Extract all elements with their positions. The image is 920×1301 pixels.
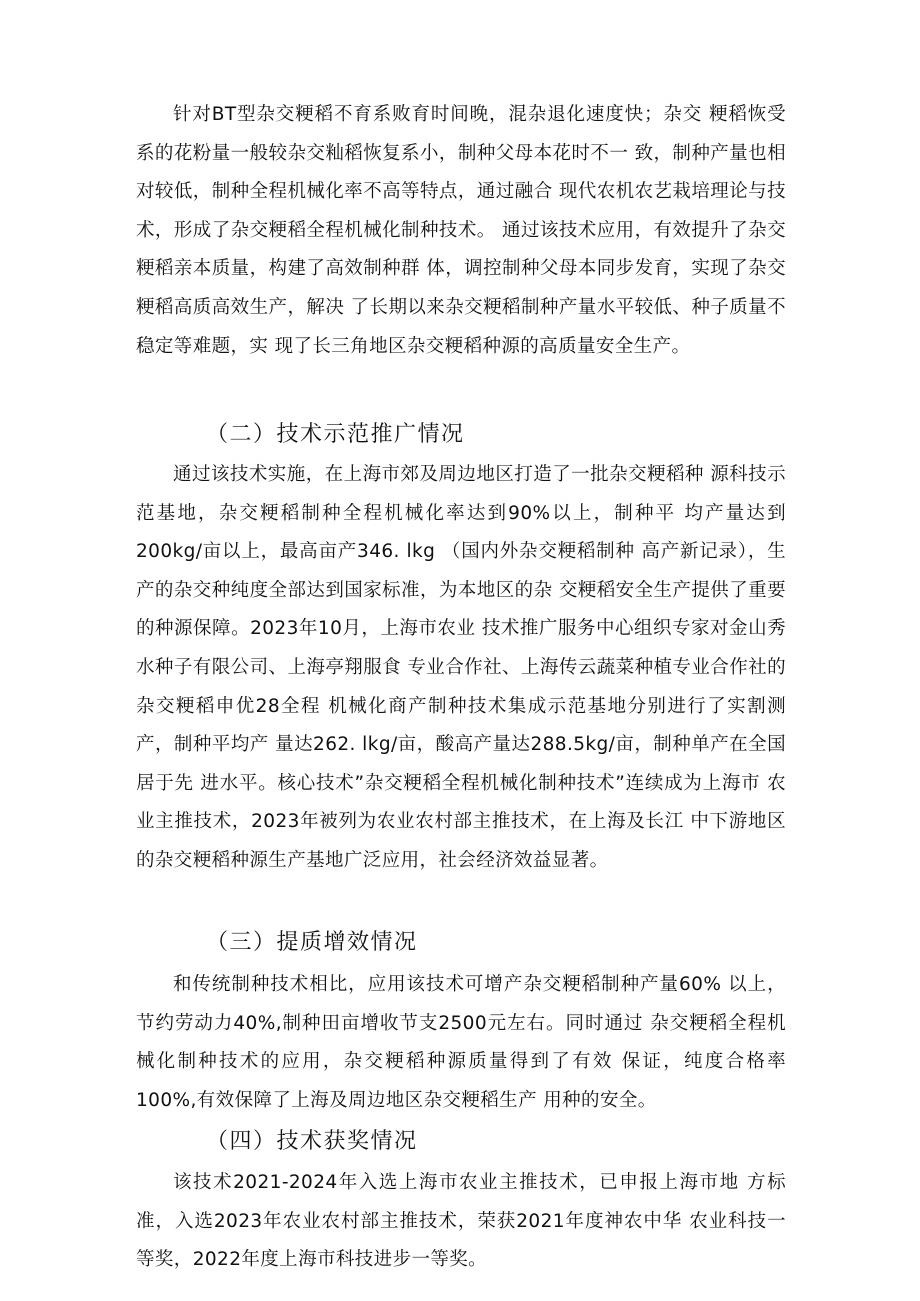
paragraph-technology-overview: 针对BT型杂交粳稻不育系败育时间晚，混杂退化速度快；杂交 粳稻恢受系的花粉量一般较杂交籼稻恢复系小，制种父母本花时不一 致，制种产量也相对较低，制种全程机械化率不高等特点，通过融合 现代农机农艺栽培理论与技术，形成了杂交粳稻全程机械化制种技术。 通过该技术应用，有效提升了杂交粳稻亲本质量，构建了高效制种群 体，调控制种父母本同步发育，实现了杂交粳稻高质高效生产，解决 了长期以来杂交粳稻制种产量水平较低、种子质量不稳定等难题，实 现了长三角地区杂交粳稻种源的高质量安全生产。 bbox=[136, 104, 786, 357]
paragraph-demonstration-promotion: 通过该技术实施，在上海市郊及周边地区打造了一批杂交粳稻种 源科技示范基地，杂交粳稻制种全程机械化率达到90%以上，制种平 均产量达到200kg/亩以上，最高亩产346. lkg （国内外杂交粳稻制种 高产新记录），生产的杂交种纯度全部达到国家标准，为本地区的杂 交粳稻安全生产提供了重要的种源保障。2023年10月，上海市农业 技术推广服务中心组织专家对金山秀水种子有限公司、上海亭翔服食 专业合作社、上海传云蔬菜种植专业合作社的杂交粳稻申优28全程 机械化商产制种技术集成示范基地分别进行了实割测产，制种平均产 量达262. lkg/亩，酸高产量达288.5kg/亩，制种单产在全国居于先 进水平。核心技术”杂交粳稻全程机械化制种技术”连续成为上海市 农业主推技术，2023年被列为农业农村部主推技术，在上海及长江 中下游地区的杂交粳稻种源生产基地广泛应用，社会经济效益显著。 bbox=[136, 464, 786, 871]
paragraph-quality-efficiency: 和传统制种技术相比，应用该技术可增产杂交粳稻制种产量60% 以上，节约劳动力40%,制种田亩增收节支2500元左右。同时通过 杂交粳稻全程机械化制种技术的应用，杂交粳稻种源质量得到了有效 保证，纯度合格率100%,有效保障了上海及周边地区杂交粳稻生产 用种的安全。 bbox=[136, 974, 786, 1111]
paragraph-awards: 该技术2021-2024年入选上海市农业主推技术，已申报上海市地 方标准，入选2023年农业农村部主推技术，荣获2021年度神农中华 农业科技一等奖，2022年度上海市科技进步一等奖。 bbox=[136, 1172, 786, 1271]
heading-quality-efficiency: （三）提质增效情况 bbox=[206, 930, 418, 955]
heading-awards: （四）技术获奖情况 bbox=[206, 1129, 418, 1154]
heading-demonstration-promotion: （二）技术示范推广情况 bbox=[206, 422, 465, 447]
